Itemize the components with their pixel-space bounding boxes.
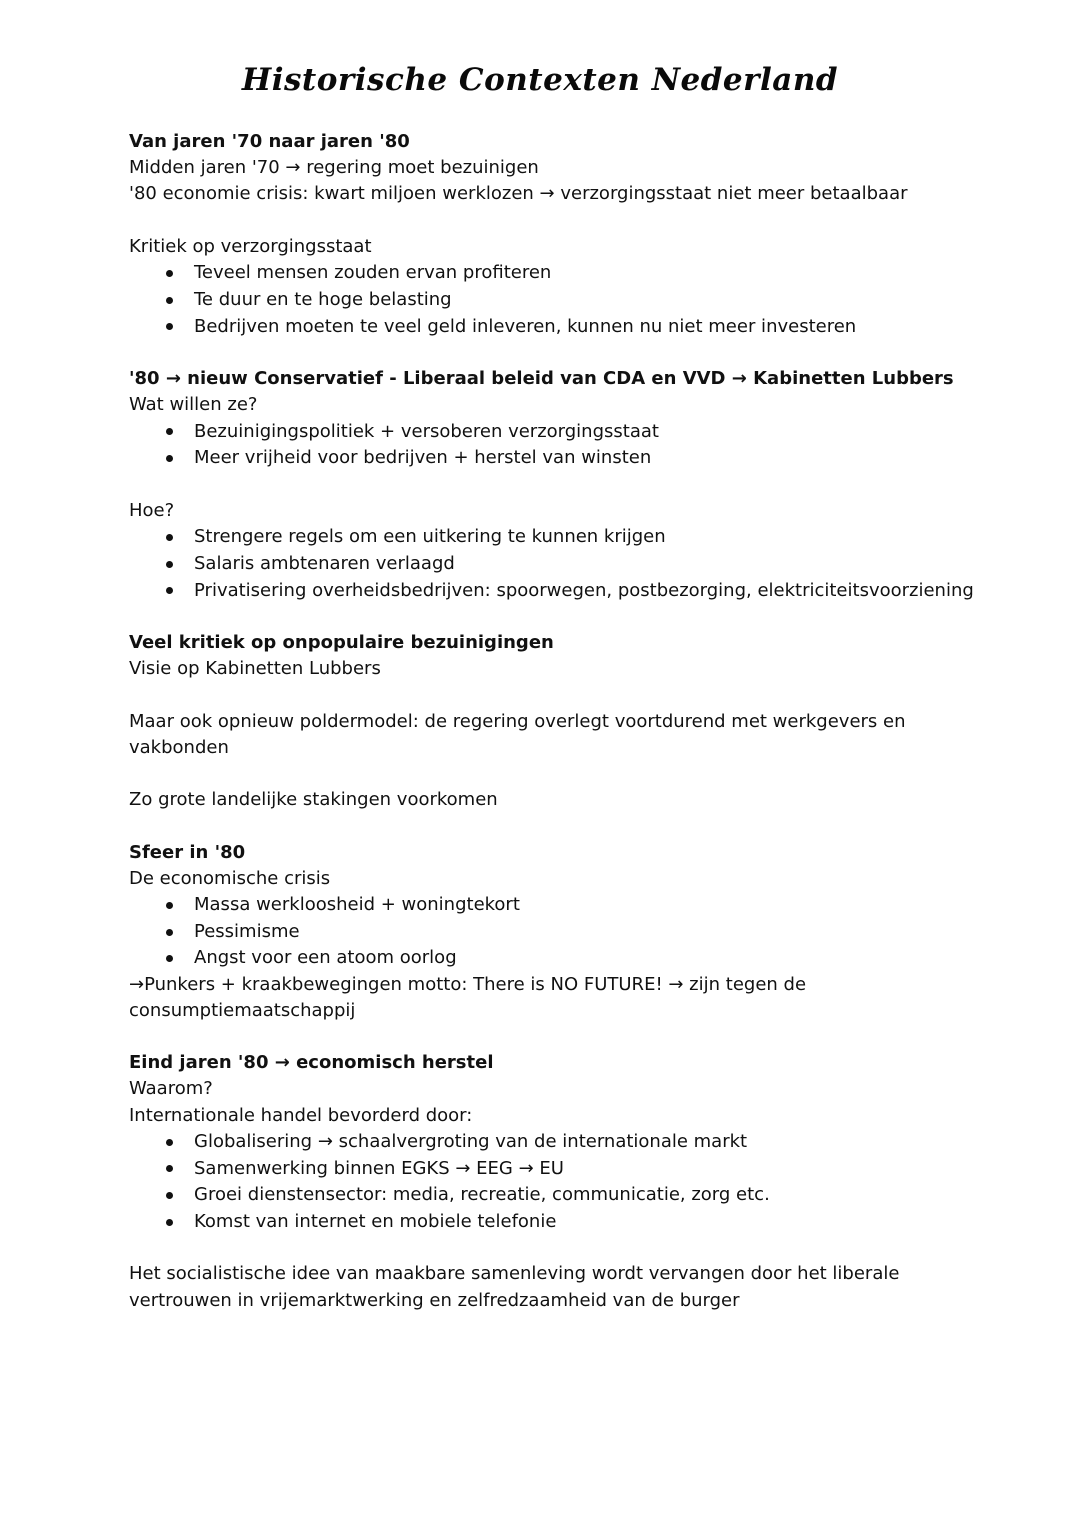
list-item: Angst voor een atoom oorlog: [194, 945, 989, 972]
list-item: Groei dienstensector: media, recreatie, communicatie, zorg etc.: [194, 1182, 989, 1209]
spacer: [129, 340, 989, 366]
list-item: Teveel mensen zouden ervan profiteren: [194, 260, 989, 287]
paragraph-line: Waarom?: [129, 1078, 213, 1100]
paragraph: Zo grote landelijke stakingen voorkomen: [129, 789, 498, 811]
spacer: [129, 1024, 989, 1050]
bullet-list: [129, 524, 989, 604]
list-item: Bedrijven moeten te veel geld inleveren, kunnen nu niet meer investeren: [194, 313, 989, 340]
list-item: Bezuinigingspolitiek + versoberen verzorgingsstaat: [194, 418, 989, 445]
list-intro: Kritiek op verzorgingsstaat: [129, 235, 372, 257]
spacer: [129, 1235, 989, 1261]
list-item: Massa werkloosheid + woningtekort: [194, 892, 989, 919]
section-heading: Eind jaren '80 → economisch herstel: [129, 1052, 494, 1074]
list-intro: De economische crisis: [129, 867, 331, 889]
list-item: Strengere regels om een uitkering te kunnen krijgen: [194, 524, 989, 551]
paragraph-line: '80 economie crisis: kwart miljoen werklozen → verzorgingsstaat niet meer betaalbaar: [129, 183, 908, 205]
bullet-list: [129, 892, 989, 972]
spacer: [129, 472, 989, 498]
list-intro: Wat willen ze?: [129, 394, 258, 416]
bullet-list: [129, 418, 989, 471]
list-item: Komst van internet en mobiele telefonie: [194, 1209, 989, 1236]
list-item: Globalisering → schaalvergroting van de internationale markt: [194, 1129, 989, 1156]
paragraph-line: Visie op Kabinetten Lubbers: [129, 658, 381, 680]
paragraph: Maar ook opnieuw poldermodel: de regering overlegt voortdurend met werkgevers en vakbonden: [129, 710, 906, 758]
bullet-list: [129, 260, 989, 340]
section-heading: Van jaren '70 naar jaren '80: [129, 131, 410, 152]
paragraph-line: Midden jaren '70 → regering moet bezuinigen: [129, 157, 539, 179]
spacer: [129, 682, 989, 708]
list-item: Privatisering overheidsbedrijven: spoorwegen, postbezorging, elektriciteitsvoorziening: [194, 577, 989, 604]
list-item: Salaris ambtenaren verlaagd: [194, 551, 989, 578]
section-heading: Sfeer in '80: [129, 841, 246, 863]
list-item: Pessimisme: [194, 919, 989, 946]
list-intro: Hoe?: [129, 499, 175, 521]
list-item: Samenwerking binnen EGKS → EEG → EU: [194, 1155, 989, 1182]
document-body: [129, 129, 989, 1314]
bullet-list: [129, 1129, 989, 1235]
spacer: [129, 813, 989, 839]
section-heading: Veel kritiek op onpopulaire bezuinigingen: [129, 631, 554, 653]
section-heading: '80 → nieuw Conservatief - Liberaal beleid van CDA en VVD → Kabinetten Lubbers: [129, 367, 954, 389]
list-intro: Internationale handel bevorderd door:: [129, 1104, 473, 1126]
spacer: [129, 208, 989, 234]
list-item: Te duur en te hoge belasting: [194, 287, 989, 314]
list-item: Meer vrijheid voor bedrijven + herstel van winsten: [194, 445, 989, 472]
page-title: Historische Contexten Nederland: [241, 62, 839, 98]
spacer: [129, 604, 989, 630]
paragraph: Het socialistische idee van maakbare samenleving wordt vervangen door het liberale vertrouwen in vrijemarktwerking en zelfredzaamheid van de burger: [129, 1263, 900, 1311]
paragraph: →Punkers + kraakbewegingen motto: There is NO FUTURE! → zijn tegen de consumptiemaatschappij: [129, 973, 807, 1021]
spacer: [129, 761, 989, 787]
